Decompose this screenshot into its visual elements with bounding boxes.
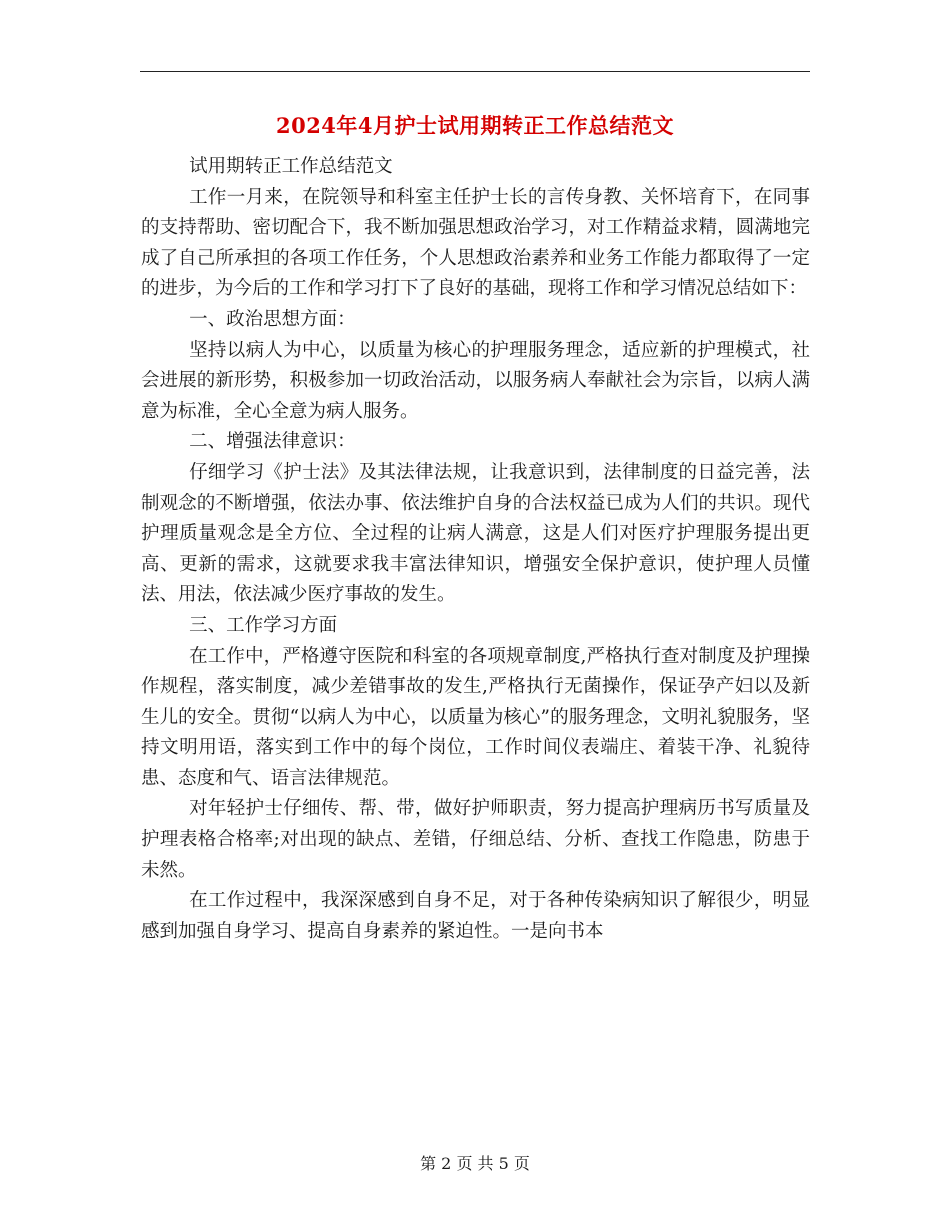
paragraph-law: 仔细学习《护士法》及其法律法规，让我意识到，法律制度的日益完善，法制观念的不断增强，依法办事、依法维护自身的合法权益已成为人们的共识。现代护理质量观念是全方位、全过程的让病人满意，这是人们对医疗护理服务提出更高、更新的需求，这就要求我丰富法律知识，增强安全保护意识，使护理人员懂法、用法，依法减少医疗事故的发生。: [141, 461, 810, 606]
section-heading-law: 二、增强法律意识：: [189, 431, 356, 453]
paragraph-mentoring: 对年轻护士仔细传、帮、带，做好护师职责，努力提高护理病历书写质量及护理表格合格率;对出现的缺点、差错，仔细总结、分析、查找工作隐患，防患于未然。: [141, 798, 810, 881]
paragraph-intro: 工作一月来，在院领导和科室主任护士长的言传身教、关怀培育下，在同事的支持帮助、密切配合下，我不断加强思想政治学习，对工作精益求精，圆满地完成了自己所承担的各项工作任务，个人思想政治素养和业务工作能力都取得了一定的进步，为今后的工作和学习打下了良好的基础，现将工作和学习情况总结如下：: [141, 186, 810, 300]
header-rule: [140, 71, 810, 72]
section-heading-politics: 一、政治思想方面：: [189, 308, 356, 330]
section-heading-work: 三、工作学习方面: [189, 614, 338, 636]
paragraph-politics: 坚持以病人为中心，以质量为核心的护理服务理念，适应新的护理模式，社会进展的新形势，积极参加一切政治活动，以服务病人奉献社会为宗旨，以病人满意为标准，全心全意为病人服务。: [141, 339, 810, 422]
paragraph-work: 在工作中，严格遵守医院和科室的各项规章制度,严格执行查对制度及护理操作规程，落实制度，减少差错事故的发生,严格执行无菌操作，保证孕产妇以及新生儿的安全。贯彻“以病人为中心，以质量为核心”的服务理念，文明礼貌服务，坚持文明用语，落实到工作中的每个岗位，工作时间仪表端庄、着装干净、礼貌待患、态度和气、语言法律规范。: [141, 645, 810, 789]
document-title: 2024年4月护士试用期转正工作总结范文: [275, 113, 675, 138]
document-body: [141, 152, 810, 947]
page-number-footer: 第 2 页 共 5 页: [420, 1154, 530, 1173]
paragraph-subtitle: 试用期转正工作总结范文: [189, 156, 393, 177]
paragraph-learning: 在工作过程中，我深深感到自身不足，对于各种传染病知识了解很少，明显感到加强自身学习、提高自身素养的紧迫性。一是向书本: [141, 890, 810, 942]
